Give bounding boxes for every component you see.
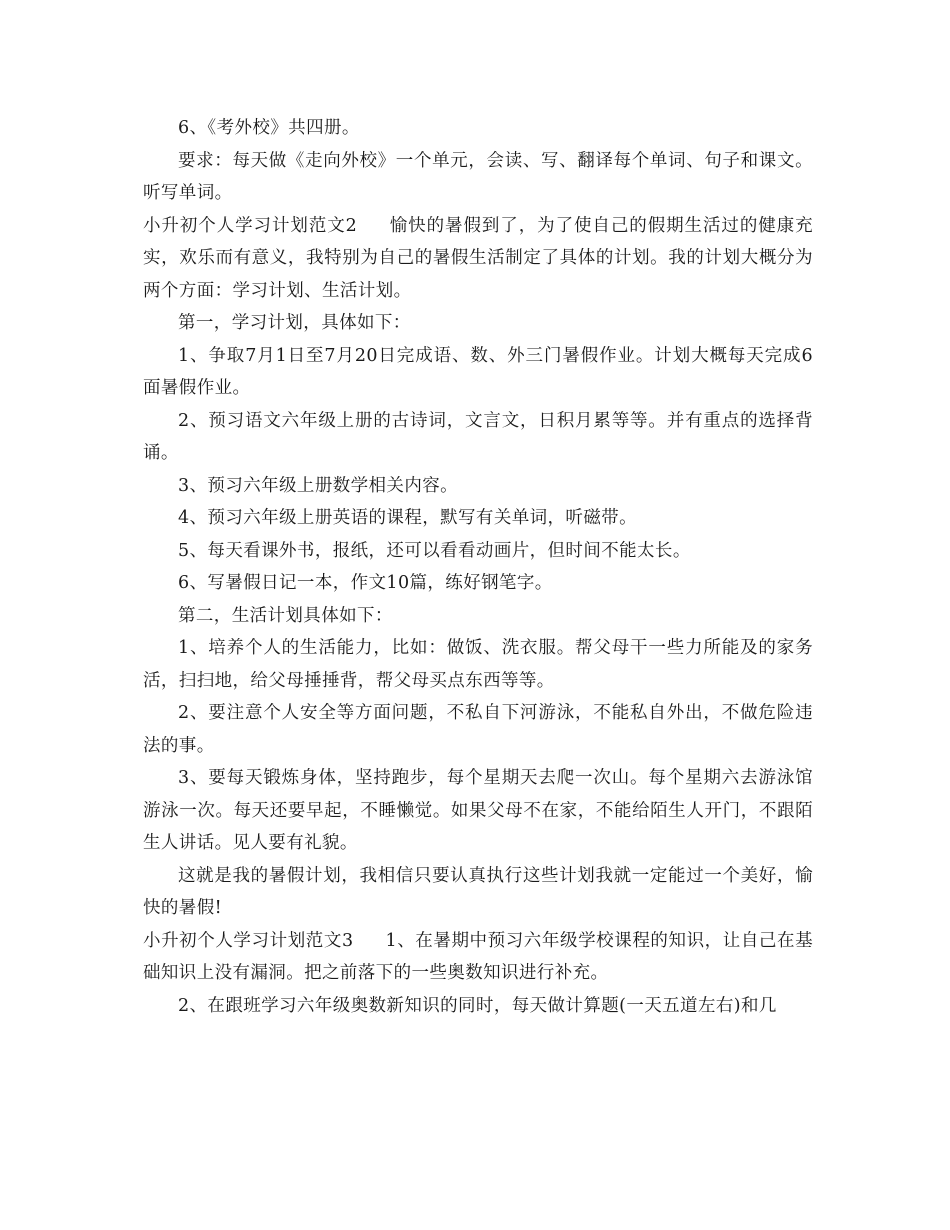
section-heading: 小升初个人学习计划范文2 xyxy=(143,215,358,236)
paragraph: 2、要注意个人安全等方面问题，不私自下河游泳，不能私自外出，不做危险违法的事。 xyxy=(143,703,813,756)
paragraph-text: 1、在暑期中预习六年级学校课程的知识，让自己在基础知识上没有漏洞。把之前落下的一些奥数知识进行补充。 xyxy=(143,930,813,983)
paragraph: 这就是我的暑假计划，我相信只要认真执行这些计划我就一定能过一个美好，愉快的暑假! xyxy=(143,865,813,918)
paragraph: 第二，生活计划具体如下： xyxy=(178,605,393,626)
paragraph: 3、预习六年级上册数学相关内容。 xyxy=(178,475,459,496)
paragraph-with-heading xyxy=(143,925,813,990)
paragraph: 要求：每天做《走向外校》一个单元，会读、写、翻译每个单词、句子和课文。听写单词。 xyxy=(143,150,813,203)
paragraph: 6、《考外校》共四册。 xyxy=(178,118,360,138)
paragraph: 第一，学习计划，具体如下： xyxy=(178,313,411,333)
paragraph-with-heading xyxy=(143,210,813,308)
paragraph: 1、培养个人的生活能力，比如：做饭、洗衣服。帮父母干一些力所能及的家务活，扫扫地，给父母捶捶背，帮父母买点东西等等。 xyxy=(143,638,813,691)
section-heading: 小升初个人学习计划范文3 xyxy=(143,930,354,951)
paragraph: 4、预习六年级上册英语的课程，默写有关单词，听磁带。 xyxy=(178,508,638,528)
paragraph: 6、写暑假日记一本，作文10篇，练好钢笔字。 xyxy=(178,573,553,593)
document-body xyxy=(143,112,813,1022)
paragraph: 1、争取7月1日至7月20日完成语、数、外三门暑假作业。计划大概每天完成6面暑假作业。 xyxy=(143,345,813,398)
paragraph-text: 愉快的暑假到了，为了使自己的假期生活过的健康充实，欢乐而有意义，我特别为自己的暑假生活制定了具体的计划。我的计划大概分为两个方面：学习计划、生活计划。 xyxy=(143,215,813,301)
paragraph: 2、预习语文六年级上册的古诗词，文言文，日积月累等等。并有重点的选择背诵。 xyxy=(143,410,813,463)
paragraph: 5、每天看课外书，报纸，还可以看看动画片，但时间不能太长。 xyxy=(178,540,691,561)
paragraph: 2、在跟班学习六年级奥数新知识的同时，每天做计算题(一天五道左右)和几 xyxy=(178,995,777,1016)
paragraph: 3、要每天锻炼身体，坚持跑步，每个星期天去爬一次山。每个星期六去游泳馆游泳一次。每天还要早起，不睡懒觉。如果父母不在家，不能给陌生人开门，不跟陌生人讲话。见人要有礼貌。 xyxy=(143,768,813,853)
